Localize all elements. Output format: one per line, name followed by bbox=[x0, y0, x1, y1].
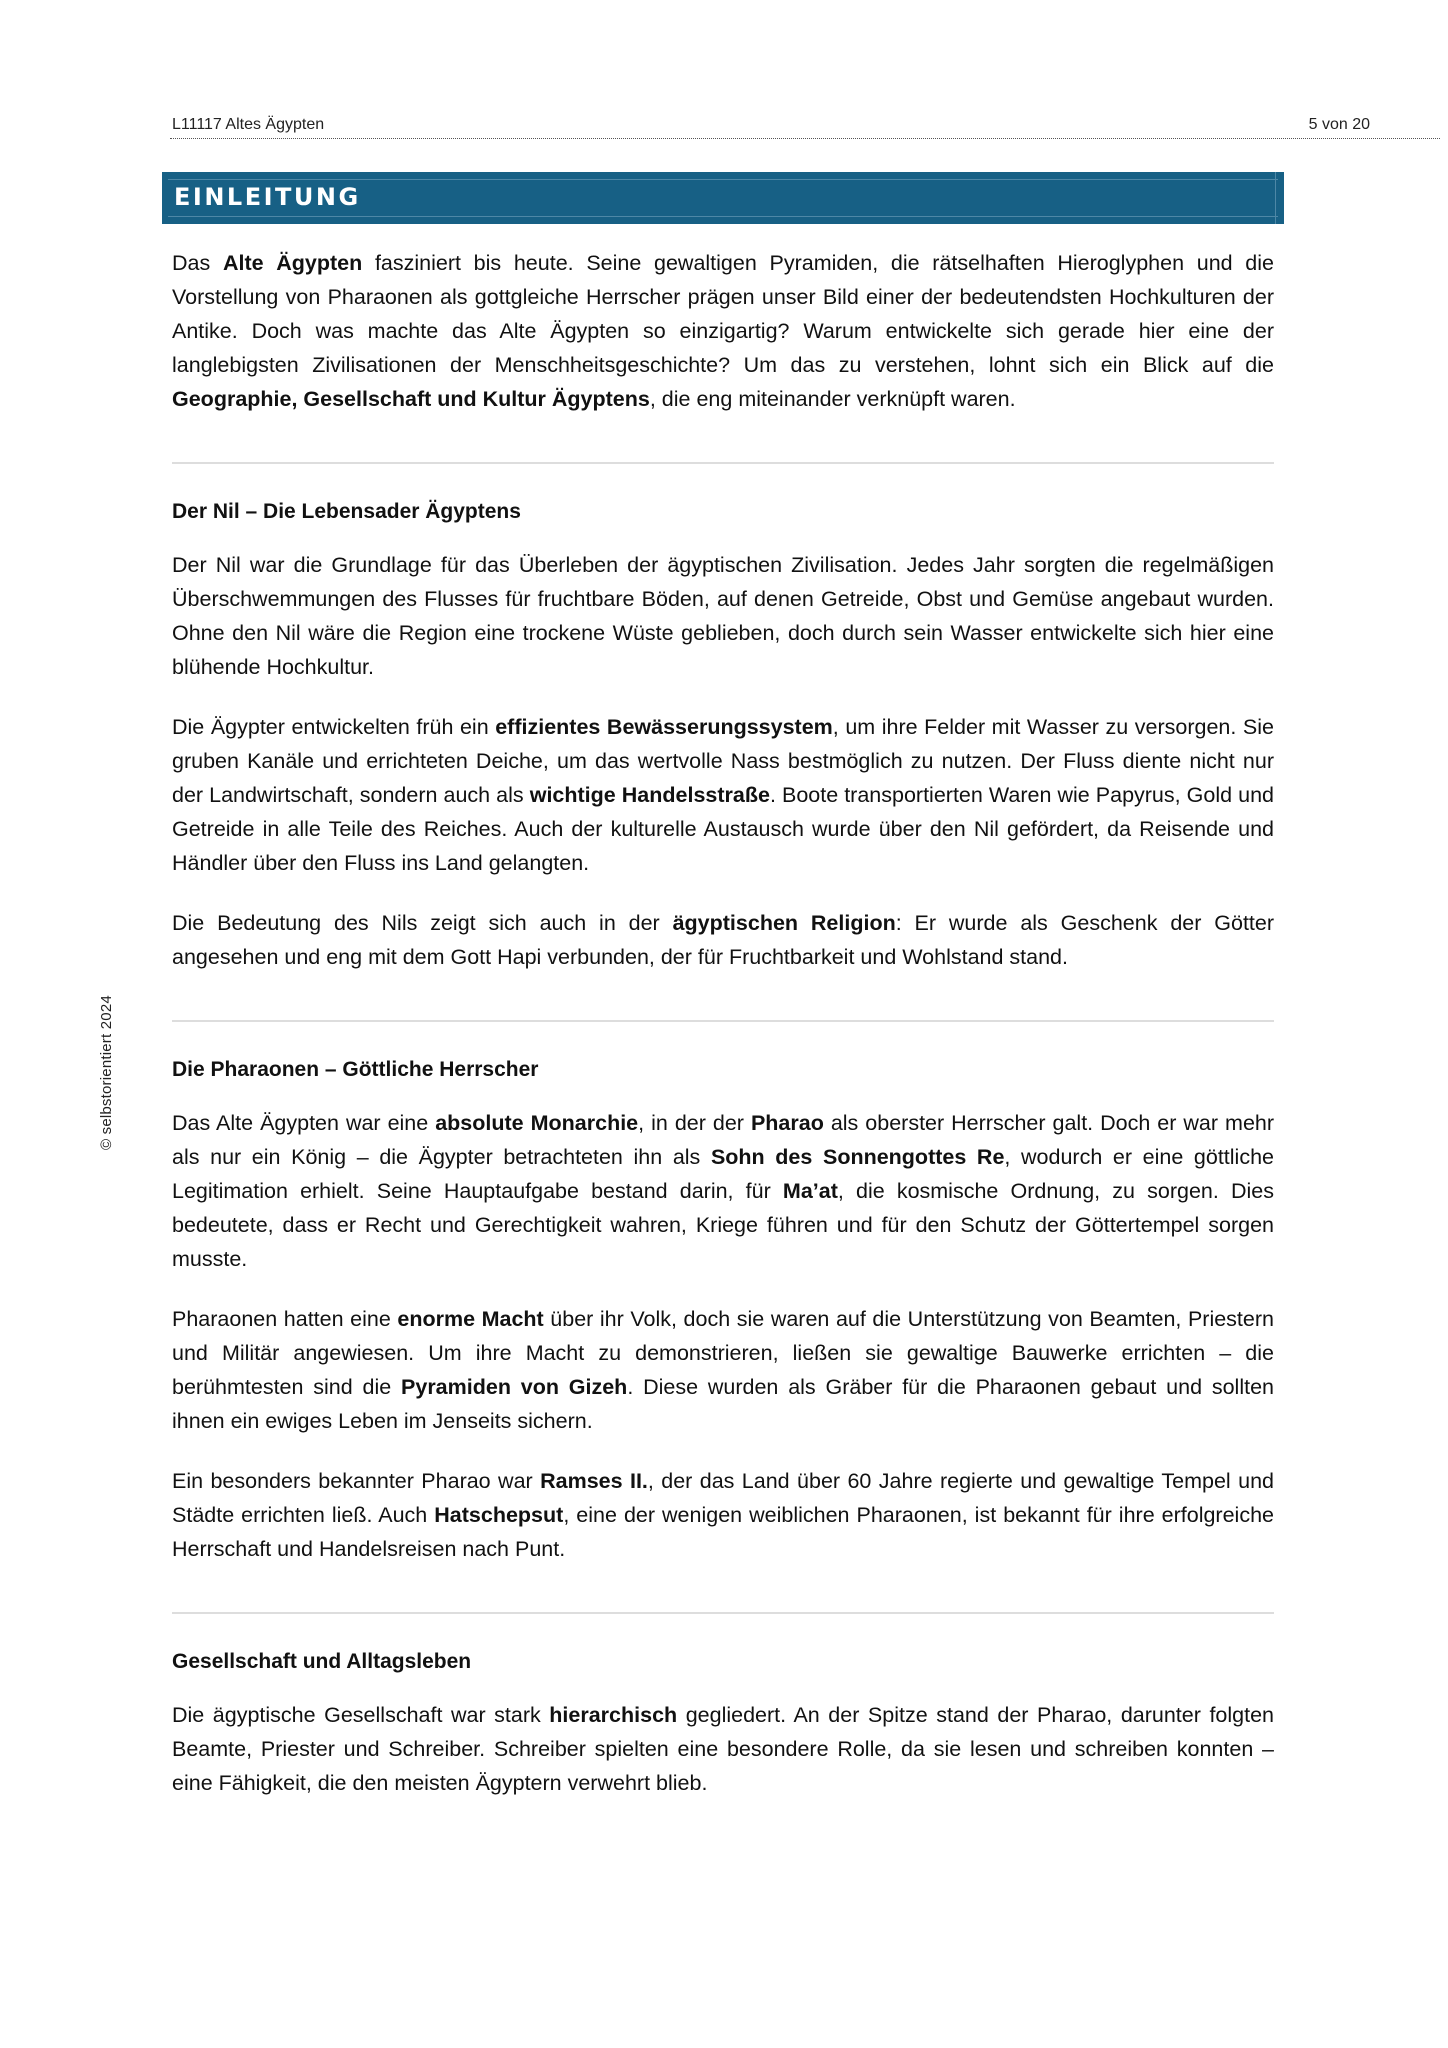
text-run: fasziniert bis heute. Seine gewaltigen Pyramiden, die rätselhaften Hieroglyphen und die Vorstellung von Pharaonen als gottgleiche Herrscher prägen unser Bild einer der bedeutendsten Hochkulturen der Antike. Doch was machte das Alte Ägypten so einzigartig? Warum entwickelte sich gerade hier eine der langlebigsten Zivilisationen der Menschheitsgeschichte? Um das zu verstehen, lohnt sich ein Blick auf die bbox=[172, 251, 1274, 377]
text-run: , die eng miteinander verknüpft waren. bbox=[649, 387, 1016, 411]
text-run: über ihr Volk, doch sie waren auf die Unterstützung von Beamten, Priestern und Militär angewiesen. Um ihre Macht zu demonstrieren, ließen sie gewaltige Bauwerke errichten – die berühmtesten sind die bbox=[172, 1307, 1274, 1399]
section-heading-gesellschaft: Gesellschaft und Alltagsleben bbox=[172, 1650, 472, 1673]
text-run: Die ägyptische Gesellschaft war stark bbox=[172, 1703, 550, 1727]
emphasized-text: hierarchisch bbox=[549, 1703, 678, 1727]
pharaonen-paragraph-1 bbox=[172, 1106, 1274, 1276]
text-run: Die Bedeutung des Nils zeigt sich auch in der bbox=[172, 911, 673, 935]
section-heading-pharaonen: Die Pharaonen – Göttliche Herrscher bbox=[172, 1058, 539, 1081]
text-run: gegliedert. An der Spitze stand der Pharao, darunter folgten Beamte, Priester und Schreiber. Schreiber spielten eine besondere Rolle, da sie lesen und schreiben konnten – eine Fähigkeit, die den meisten Ägyptern verwehrt blieb. bbox=[172, 1703, 1274, 1795]
copyright-notice: © selbstorientiert 2024 bbox=[98, 995, 115, 1150]
page-header bbox=[170, 114, 1440, 139]
text-run: Ein besonders bekannter Pharao war bbox=[172, 1469, 541, 1493]
emphasized-text: Pyramiden von Gizeh bbox=[401, 1375, 628, 1399]
nil-paragraph-1 bbox=[172, 548, 1274, 684]
text-run: Pharaonen hatten eine bbox=[172, 1307, 398, 1331]
emphasized-text: Ramses II. bbox=[540, 1469, 648, 1493]
emphasized-text: wichtige Handelsstraße bbox=[529, 783, 770, 807]
emphasized-text: Sohn des Sonnengottes Re bbox=[710, 1145, 1005, 1169]
nil-paragraph-3 bbox=[172, 906, 1274, 974]
nil-paragraph-2 bbox=[172, 710, 1274, 880]
section-banner bbox=[162, 172, 1284, 224]
text-run: Das bbox=[172, 251, 223, 275]
page-number: 5 von 20 bbox=[1308, 116, 1370, 133]
emphasized-text: Hatschepsut bbox=[434, 1503, 564, 1527]
intro-paragraph bbox=[172, 246, 1274, 416]
section-divider bbox=[172, 462, 1274, 464]
text-run: , wodurch er eine göttliche Legitimation erhielt. Seine Hauptaufgabe bestand darin, für bbox=[172, 1145, 1275, 1203]
text-run: Der Nil war die Grundlage für das Überleben der ägyptischen Zivilisation. Jedes Jahr sorgten die regelmäßigen Überschwemmungen des Flusses für fruchtbare Böden, auf denen Getreide, Obst und Gemüse angebaut wurden. Ohne den Nil wäre die Region eine trockene Wüste geblieben, doch durch sein Wasser entwickelte sich hier eine blühende Hochkultur. bbox=[172, 553, 1274, 679]
pharaonen-paragraph-3 bbox=[172, 1464, 1274, 1566]
emphasized-text: enorme Macht bbox=[397, 1307, 544, 1331]
text-run: , um ihre Felder mit Wasser zu versorgen. Sie gruben Kanäle und errichteten Deiche, um das wertvolle Nass bestmöglich zu nutzen. Der Fluss diente nicht nur der Landwirtschaft, sondern auch als bbox=[172, 715, 1275, 807]
text-run: : Er wurde als Geschenk der Götter angesehen und eng mit dem Gott Hapi verbunden, der für Fruchtbarkeit und Wohlstand stand. bbox=[172, 911, 1275, 969]
emphasized-text: effizientes Bewässerungssystem bbox=[495, 715, 833, 739]
emphasized-text: Alte Ägypten bbox=[222, 251, 363, 275]
document-title: L11117 Altes Ägypten bbox=[172, 116, 325, 133]
text-run: , eine der wenigen weiblichen Pharaonen, ist bekannt für ihre erfolgreiche Herrschaft und Handelsreisen nach Punt. bbox=[172, 1503, 1274, 1561]
text-run: , der das Land über 60 Jahre regierte und gewaltige Tempel und Städte errichten ließ. Auch bbox=[172, 1469, 1274, 1527]
text-run: , die kosmische Ordnung, zu sorgen. Dies bedeutete, dass er Recht und Gerechtigkeit wahren, Kriege führen und für den Schutz der Göttertempel sorgen musste. bbox=[172, 1179, 1275, 1271]
emphasized-text: Ma’at bbox=[782, 1179, 838, 1203]
emphasized-text: Geographie, Gesellschaft und Kultur Ägyptens bbox=[172, 387, 650, 411]
text-run: als oberster Herrscher galt. Doch er war mehr als nur ein König – die Ägypter betrachteten ihn als bbox=[172, 1111, 1275, 1169]
emphasized-text: absolute Monarchie bbox=[435, 1111, 639, 1135]
gesellschaft-paragraph-1 bbox=[172, 1698, 1274, 1800]
main-content bbox=[172, 246, 1274, 1800]
section-divider bbox=[172, 1612, 1274, 1614]
pharaonen-paragraph-2 bbox=[172, 1302, 1274, 1438]
text-run: Das Alte Ägypten war eine bbox=[172, 1111, 436, 1135]
text-run: . Boote transportierten Waren wie Papyrus, Gold und Getreide in alle Teile des Reiches. Auch der kulturelle Austausch wurde über den Nil gefördert, da Reisende und Händler über den Fluss ins Land gelangten. bbox=[172, 783, 1274, 875]
section-heading-nil: Der Nil – Die Lebensader Ägyptens bbox=[172, 500, 521, 523]
emphasized-text: Pharao bbox=[750, 1111, 824, 1135]
text-run: . Diese wurden als Gräber für die Pharaonen gebaut und sollten ihnen ein ewiges Leben im Jenseits sichern. bbox=[172, 1375, 1274, 1433]
text-run: , in der der bbox=[638, 1111, 751, 1135]
section-divider bbox=[172, 1020, 1274, 1022]
emphasized-text: ägyptischen Religion bbox=[672, 911, 896, 935]
banner-title: EINLEITUNG bbox=[174, 183, 361, 211]
text-run: Die Ägypter entwickelten früh ein bbox=[172, 715, 496, 739]
